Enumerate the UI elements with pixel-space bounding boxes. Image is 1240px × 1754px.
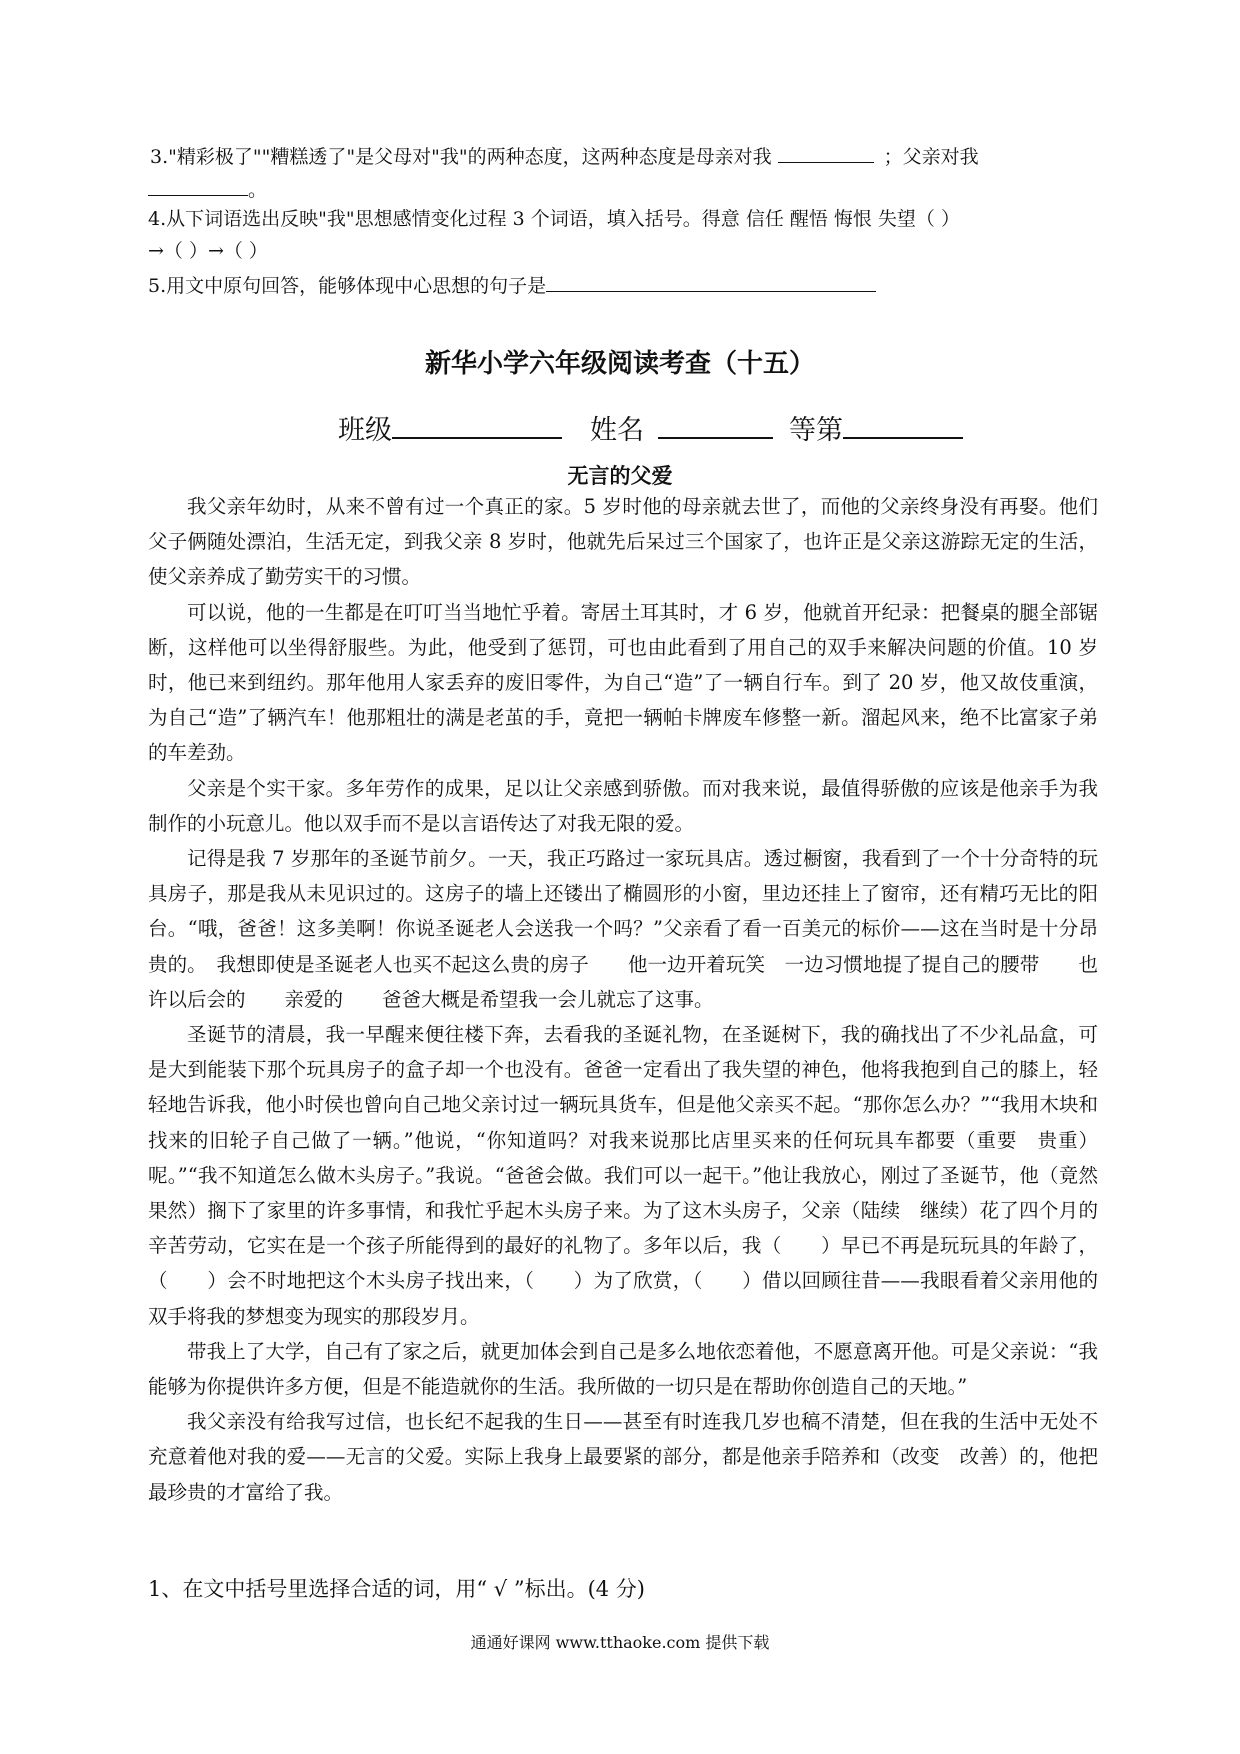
question-3 bbox=[150, 142, 979, 170]
article-paragraph: 记得是我 7 岁那年的圣诞节前夕。一天，我正巧路过一家玩具店。透过橱窗，我看到了一个十分奇特的玩具房子，那是我从未见识过的。这房子的墙上还镂出了椭圆形的小窗，里边还挂上了窗帘，还有精巧无比的阳台。“哦，爸爸！这多美啊！你说圣诞老人会送我一个吗？”父亲看了看一百美元的标价——这在当时是十分昂贵的。 我想即使是圣诞老人也买不起这么贵的房子 他一边开着玩笑 一边习惯地提了提自己的腰带 也许以后会的 亲爱的 爸爸大概是希望我一会儿就忘了这事。 bbox=[148, 847, 1098, 1011]
question-5 bbox=[148, 271, 876, 299]
question-4 bbox=[148, 206, 960, 232]
question-5-text: 5.用文中原句回答，能够体现中心思想的句子是 bbox=[148, 275, 547, 297]
question-4-continued bbox=[148, 238, 268, 264]
footer-text: 通通好课网 www.tthaoke.com 提供下载 bbox=[470, 1633, 770, 1652]
answer-blank[interactable] bbox=[778, 142, 874, 163]
article-paragraph: 带我上了大学，自己有了家之后，就更加体会到自己是多么地依恋着他，不愿意离开他。可是父亲说：“我能够为你提供许多方便，但是不能造就你的生活。我所做的一切只是在帮助你创造自己的天地。” bbox=[148, 1339, 1098, 1399]
article-paragraph: 可以说，他的一生都是在叮叮当当地忙乎着。寄居土耳其时，才 6 岁，他就首开纪录：把餐桌的腿全部锯断，这样他可以坐得舒服些。为此，他受到了惩罚，可也由此看到了用自己的双手来解决问题的价值。10 岁时，他已来到纽约。那年他用人家丢弃的废旧零件，为自己“造”了一辆自行车。到了 20 岁，他又故伎重演，为自己“造”了辆汽车！他那粗壮的满是老茧的手，竟把一辆帕卡牌废车修整一新。溜起风来，绝不比富家子弟的车差劲。 bbox=[148, 600, 1098, 765]
question-4-text: 4.从下词语选出反映"我"思想感情变化过程 3 个词语，填入括号。得意 信任 醒悟 悔恨 失望（ ） bbox=[148, 208, 960, 230]
article-paragraph: 圣诞节的清晨，我一早醒来便往楼下奔，去看我的圣诞礼物，在圣诞树下，我的确找出了不少礼品盒，可是大到能装下那个玩具房子的盒子却一个也没有。爸爸一定看出了我失望的神色，他将我抱到自己的膝上，轻轻地告诉我，他小时侯也曾向自己地父亲讨过一辆玩具货车，但是他父亲买不起。“那你怎么办？”“我用木块和找来的旧轮子自己做了一辆。”他说，“你知道吗？对我来说那比店里买来的任何玩具车都要（重要 贵重）呢。”“我不知道怎么做木头房子。”我说。“爸爸会做。我们可以一起干。”他让我放心，刚过了圣诞节，他（竟然 果然）搁下了家里的许多事情，和我忙乎起木头房子来。为了这木头房子，父亲（陆续 继续）花了四个月的辛苦劳动，它实在是一个孩子所能得到的最好的礼物了。多年以后，我（ ）早已不再是玩玩具的年龄了，（ ）会不时地把这个木头房子找出来，（ ）为了欣赏，（ ）借以回顾往昔——我眼看着父亲用他的双手将我的梦想变为现实的那段岁月。 bbox=[148, 1023, 1118, 1328]
answer-blank[interactable] bbox=[148, 175, 248, 196]
name-blank[interactable] bbox=[658, 411, 773, 439]
question-3-text-2: ；父亲对我 bbox=[883, 146, 979, 168]
class-blank[interactable] bbox=[392, 411, 562, 439]
article-paragraph: 我父亲没有给我写过信，也长纪不起我的生日——甚至有时连我几岁也稿不清楚，但在我的生活中无处不充意着他对我的爱——无言的父爱。实际上我身上最要紧的部分，都是他亲手陪养和（改变 改善）的，他把最珍贵的才富给了我。 bbox=[148, 1410, 1098, 1504]
article-paragraph: 父亲是个实干家。多年劳作的成果，足以让父亲感到骄傲。而对我来说，最值得骄傲的应该是他亲手为我制作的小玩意儿。他以双手而不是以言语传达了对我无限的爱。 bbox=[148, 776, 1098, 835]
grade-blank[interactable] bbox=[843, 411, 963, 439]
question-1: 1、在文中括号里选择合适的词，用“ √ ”标出。(4 分) bbox=[148, 1577, 645, 1601]
name-label: 姓名 bbox=[590, 415, 644, 446]
student-info bbox=[338, 408, 963, 447]
article-title: 无言的父爱 bbox=[567, 464, 673, 488]
question-3-continued bbox=[148, 175, 267, 203]
question-4-arrows: →（ ）→（ ） bbox=[148, 240, 268, 262]
answer-blank[interactable] bbox=[546, 271, 876, 292]
article-paragraph: 我父亲年幼时，从来不曾有过一个真正的家。5 岁时他的母亲就去世了，而他的父亲终身没有再娶。他们父子俩随处漂泊，生活无定，到我父亲 8 岁时，他就先后呆过三个国家了，也许正是父亲这游踪无定的生活，使父亲养成了勤劳实干的习惯。 bbox=[148, 495, 1098, 589]
class-label: 班级 bbox=[338, 415, 392, 446]
question-3-text: 3."精彩极了""糟糕透了"是父母对"我"的两种态度，这两种态度是母亲对我 bbox=[150, 146, 772, 168]
exam-title: 新华小学六年级阅读考查（十五） bbox=[424, 349, 815, 379]
article-body bbox=[148, 489, 1118, 1510]
question-3-end: 。 bbox=[248, 179, 268, 201]
grade-label: 等第 bbox=[789, 415, 843, 446]
